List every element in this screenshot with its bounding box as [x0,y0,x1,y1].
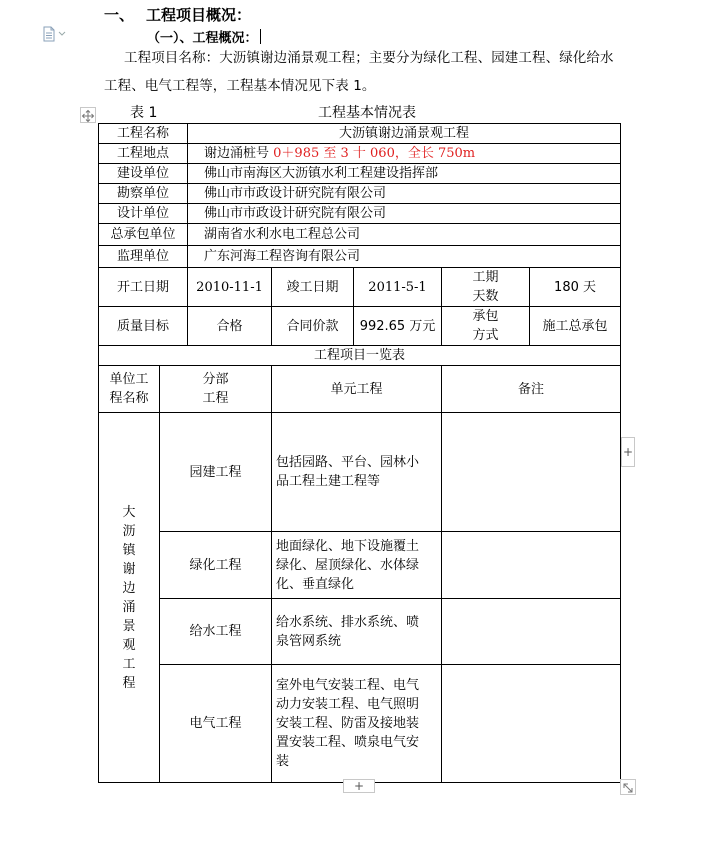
element-line: 地面绿化、地下设施覆土 [276,538,420,554]
table-row [99,532,621,599]
table-row [99,184,621,204]
row-label: 工程地点 [99,144,188,164]
vertical-char: 边 [122,580,136,596]
vertical-char: 镇 [122,542,136,558]
element-line: 化、垂直绿化 [276,576,355,592]
end-date-label: 竣工日期 [272,268,354,307]
table-row [99,268,621,307]
table-row [99,224,621,246]
vertical-char: 谢 [122,561,136,577]
table-row [99,346,621,366]
table-row [99,307,621,346]
row-label: 设计单位 [99,204,188,224]
table-row [99,246,621,268]
vertical-char: 涌 [122,599,136,615]
element-line: 包括园路、平台、园林小 [276,455,420,470]
quality-label: 质量目标 [99,307,188,346]
text-cursor [260,29,261,44]
element-cell[interactable] [272,599,442,665]
overview-title: 工程项目一览表 [99,346,621,366]
part-cell[interactable]: 园建工程 [160,413,272,532]
part-cell[interactable]: 电气工程 [160,665,272,783]
table-caption-number: 表 1 [130,105,158,121]
period-label-line: 工期 [472,270,499,285]
table-caption-title: 工程基本情况表 [318,105,416,121]
table-row [99,599,621,665]
add-column-button[interactable]: + [621,437,635,467]
overview-header-row [99,366,621,413]
row-label: 勘察单位 [99,184,188,204]
section-heading [104,4,251,25]
element-line: 品工程土建工程等 [276,474,381,489]
row-label: 工程名称 [99,124,188,144]
unit-header-line: 程名称 [109,391,149,406]
element-cell[interactable] [272,665,442,783]
part-cell[interactable]: 绿化工程 [160,532,272,599]
remark-cell[interactable] [442,413,621,532]
document-options-icon[interactable] [42,26,68,42]
start-date-label: 开工日期 [99,268,188,307]
row-label: 监理单位 [99,246,188,268]
part-header [160,366,272,413]
element-header: 单元工程 [272,366,442,413]
contract-value[interactable]: 施工总承包 [530,307,621,346]
period-label [442,268,530,307]
vertical-char: 沥 [122,523,136,539]
design-unit-value[interactable]: 佛山市市政设计研究院有限公司 [188,204,621,224]
element-line: 安装工程、防雷及接地装 [276,716,420,731]
contract-label-line: 方式 [472,328,499,343]
vertical-char: 观 [122,637,136,653]
table-row [99,204,621,224]
part-cell[interactable]: 给水工程 [160,599,272,665]
contract-label [442,307,530,346]
table-resize-icon[interactable] [620,779,636,795]
start-date-value[interactable]: 2010-11-1 [188,268,272,307]
intro-paragraph[interactable] [104,44,624,100]
vertical-char: 景 [122,618,136,634]
row-label: 建设单位 [99,164,188,184]
row-label: 总承包单位 [99,224,188,246]
table-row [99,665,621,783]
unit-header-line: 单位工 [109,372,149,387]
survey-unit-value[interactable]: 佛山市市政设计研究院有限公司 [188,184,621,204]
project-info-table [98,123,621,783]
price-label: 合同价款 [272,307,354,346]
section-title: 工程项目概况： [146,6,252,24]
table-row [99,124,621,144]
element-line: 给水系统、排水系统、喷 [276,614,420,630]
unit-header [99,366,160,413]
vertical-char: 大 [122,504,136,520]
table-row [99,413,621,532]
table-row [99,164,621,184]
element-line: 装 [276,754,290,769]
section-number: 一、 [104,6,135,24]
quality-value[interactable]: 合格 [188,307,272,346]
add-row-button[interactable]: + [343,779,375,793]
location-value[interactable] [188,144,621,164]
table-row [99,144,621,164]
contract-label-line: 承包 [472,309,499,324]
remark-cell[interactable] [442,665,621,783]
location-prefix: 谢边涌桩号 [204,146,274,161]
remark-cell[interactable] [442,599,621,665]
element-cell[interactable] [272,532,442,599]
remark-cell[interactable] [442,532,621,599]
location-range: 0＋985 至 3 十 060，全长 750m [273,146,476,161]
table-move-handle-icon[interactable] [80,107,96,123]
subsection-title: （一）、工程概况： [147,31,258,46]
period-label-line: 天数 [472,289,499,304]
element-line: 泉管网系统 [276,633,342,649]
element-line: 室外电气安装工程、电气 [276,678,420,693]
end-date-value[interactable]: 2011-5-1 [354,268,442,307]
part-header-line: 工程 [202,391,229,406]
project-name-vertical [99,413,160,783]
part-header-line: 分部 [202,372,229,387]
supervision-unit-value[interactable]: 广东河海工程咨询有限公司 [188,246,621,268]
general-contractor-value[interactable]: 湖南省水利水电工程总公司 [188,224,621,246]
element-line: 绿化、屋顶绿化、水体绿 [276,557,420,573]
element-cell[interactable] [272,413,442,532]
remark-header: 备注 [442,366,621,413]
price-value[interactable]: 992.65 万元 [354,307,442,346]
vertical-char: 程 [122,675,136,691]
project-name-value[interactable]: 大沥镇谢边涌景观工程 [188,124,621,144]
element-line: 动力安装工程、电气照明 [276,697,420,712]
period-value[interactable]: 180 天 [530,268,621,307]
vertical-char: 工 [122,656,136,672]
construction-unit-value[interactable]: 佛山市南海区大沥镇水利工程建设指挥部 [188,164,621,184]
paragraph-text: 工程项目名称：大沥镇谢边涌景观工程；主要分为绿化工程、园建工程、绿化给水工程、电气工程等，工程基本情况见下表 1。 [104,50,614,94]
element-line: 置安装工程、喷泉电气安 [276,735,420,750]
